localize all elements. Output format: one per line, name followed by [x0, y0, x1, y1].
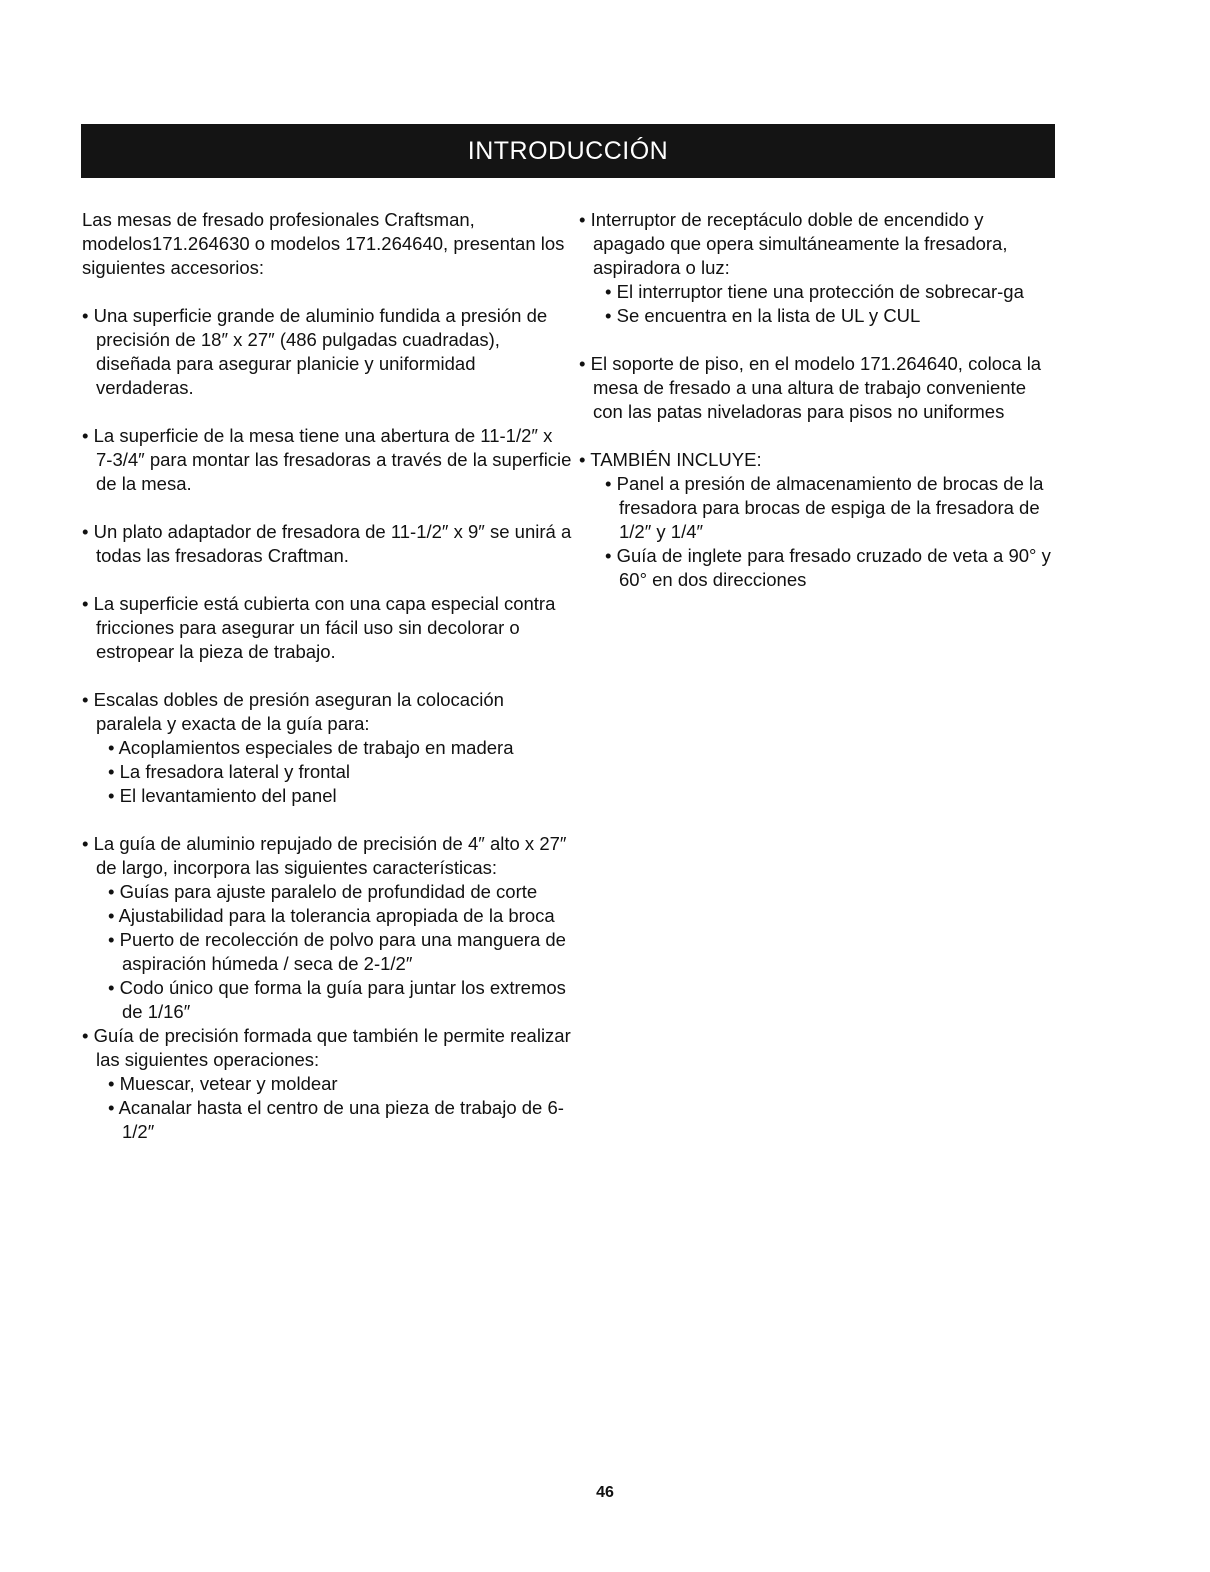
page-number: 46 [596, 1484, 614, 1501]
bullet-item: • La superficie está cubierta con una capa especial contra fricciones para asegurar un fácil uso sin decolorar o estropear la pieza de trabajo. [82, 593, 556, 662]
bullet-item: • Interruptor de receptáculo doble de encendido y apagado que opera simultáneamente la fresadora, aspiradora o luz: [579, 209, 1008, 278]
bullet-item: • Una superficie grande de aluminio fundida a presión de precisión de 18″ x 27″ (486 pulgadas cuadradas), diseñada para asegurar planicie y uniformidad verdaderas. [82, 305, 548, 398]
right-column [579, 208, 1059, 592]
sub-bullet-item: • Puerto de recolección de polvo para una manguera de aspiración húmeda / seca de 2-1/2″ [108, 929, 566, 974]
left-column [82, 208, 572, 1144]
sub-bullet-item: • El interruptor tiene una protección de sobrecar-ga [605, 281, 1024, 302]
bullet-item: • La superficie de la mesa tiene una abertura de 11-1/2″ x 7-3/4″ para montar las fresadoras a través de la superficie de la mesa. [82, 425, 572, 494]
sub-bullet-item: • Panel a presión de almacenamiento de brocas de la fresadora para brocas de espiga de la fresadora de 1/2″ y 1/4″ [605, 473, 1044, 542]
bullet-item: • Un plato adaptador de fresadora de 11-1/2″ x 9″ se unirá a todas las fresadoras Craftman. [82, 521, 572, 566]
sub-bullet-item: • Guías para ajuste paralelo de profundidad de corte [108, 881, 538, 902]
sub-bullet-item: • La fresadora lateral y frontal [108, 761, 350, 782]
sub-bullet-item: • Ajustabilidad para la tolerancia apropiada de la broca [108, 905, 555, 926]
sub-bullet-item: • Muescar, vetear y moldear [108, 1073, 338, 1094]
sub-bullet-item: • Se encuentra en la lista de UL y CUL [605, 305, 921, 326]
bullet-item: • La guía de aluminio repujado de precisión de 4″ alto x 27″ de largo, incorpora las siguientes características: [82, 833, 567, 878]
bullet-item: • Escalas dobles de presión aseguran la colocación paralela y exacta de la guía para: [82, 689, 504, 734]
intro-paragraph: Las mesas de fresado profesionales Craftsman, modelos171.264630 o modelos 171.264640, presentan los siguientes accesorios: [82, 209, 565, 278]
sub-bullet-item: • Acanalar hasta el centro de una pieza de trabajo de 6-1/2″ [108, 1097, 564, 1142]
sub-bullet-item: • Codo único que forma la guía para juntar los extremos de 1/16″ [108, 977, 566, 1022]
bullet-item: • El soporte de piso, en el modelo 171.264640, coloca la mesa de fresado a una altura de trabajo conveniente con las patas niveladoras para pisos no uniformes [579, 353, 1042, 422]
sub-bullet-item: • Acoplamientos especiales de trabajo en madera [108, 737, 514, 758]
section-header-banner [81, 124, 1055, 178]
bullet-item: • Guía de precisión formada que también le permite realizar las siguientes operaciones: [82, 1025, 571, 1070]
bullet-item: • TAMBIÉN INCLUYE: [579, 449, 762, 470]
sub-bullet-item: • El levantamiento del panel [108, 785, 337, 806]
section-title: INTRODUCCIÓN [467, 136, 669, 165]
sub-bullet-item: • Guía de inglete para fresado cruzado de veta a 90° y 60° en dos direcciones [605, 545, 1051, 590]
